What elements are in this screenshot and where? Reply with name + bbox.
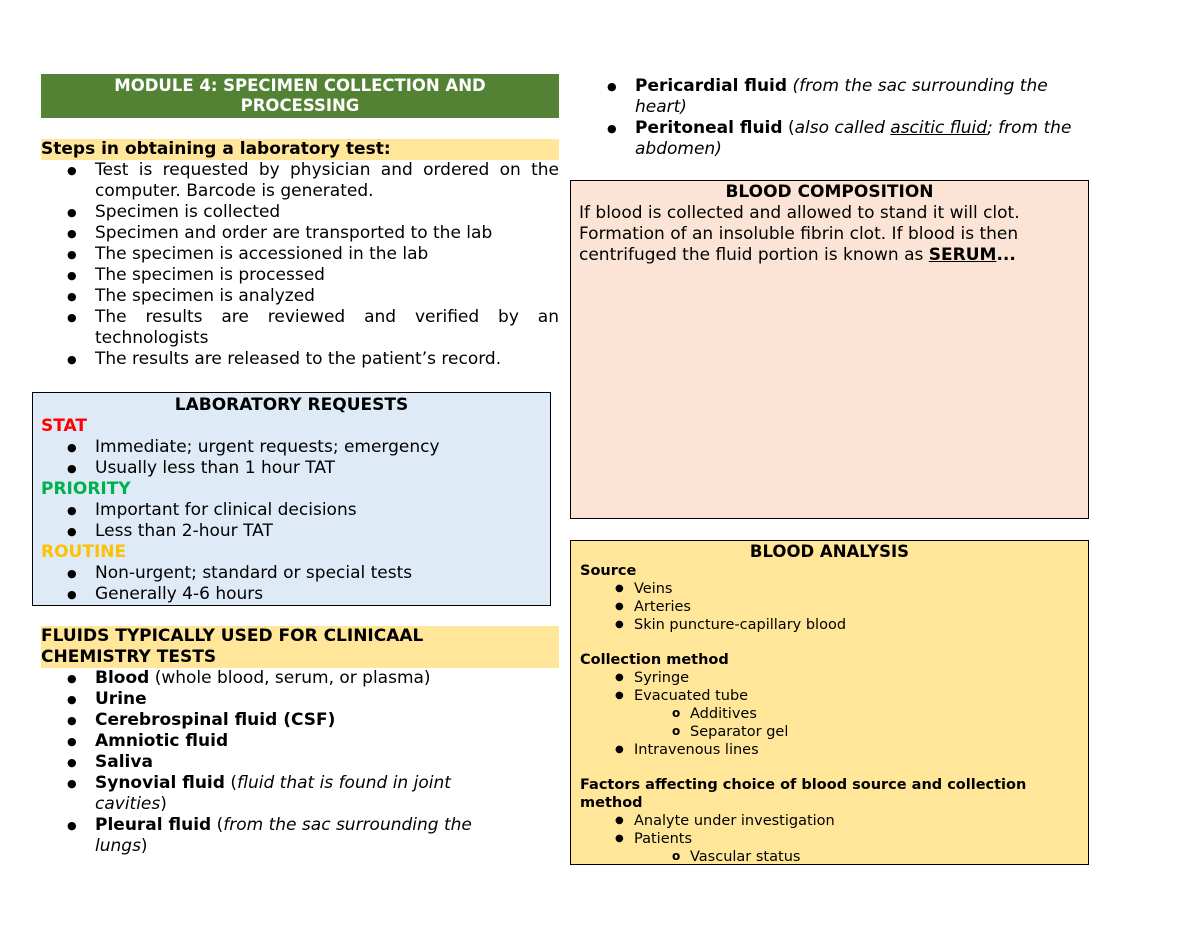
serum-term: SERUM xyxy=(928,245,997,265)
ellipsis: ... xyxy=(996,245,1016,265)
fluids-continued xyxy=(581,76,1081,160)
stat-list xyxy=(41,437,542,479)
fluid-note: (whole blood, serum, or plasma) xyxy=(149,668,431,688)
module-title xyxy=(41,74,559,118)
list-item: ● Usually less than 1 hour TAT xyxy=(41,458,542,479)
fluid-description: (from the sac surrounding the heart) xyxy=(635,76,1048,117)
fluid-description: from the sac surrounding the lungs xyxy=(95,815,472,856)
source-list xyxy=(580,580,1079,634)
list-item xyxy=(581,76,1081,118)
collection-list-2 xyxy=(580,741,1079,759)
list-item: ● The specimen is processed xyxy=(41,265,559,286)
fluid-paren-close: ) xyxy=(160,794,167,814)
blood-composition-box xyxy=(570,180,1089,519)
list-item xyxy=(581,118,1081,160)
fluid-description-b: ; from the abdomen) xyxy=(635,118,1072,159)
stat-label: STAT xyxy=(41,416,87,436)
list-item: ● Intravenous lines xyxy=(580,741,1079,759)
list-item: ● Non-urgent; standard or special tests xyxy=(41,563,542,584)
fluid-name: Synovial fluid xyxy=(95,773,225,793)
blood-composition-title: BLOOD COMPOSITION xyxy=(725,182,934,202)
factors-sublist xyxy=(580,848,1079,866)
fluid-name: Urine xyxy=(95,689,147,709)
priority-list xyxy=(41,500,542,542)
fluid-name: Pericardial fluid xyxy=(635,76,788,96)
list-item: o Vascular status xyxy=(580,848,1079,866)
list-item: ● Analyte under investigation xyxy=(580,812,1079,830)
fluid-paren-open: ( xyxy=(782,118,795,138)
fluid-paren-open: ( xyxy=(211,815,224,835)
collection-list xyxy=(580,669,1079,705)
fluids-heading-line2: CHEMISTRY TESTS xyxy=(41,647,217,667)
list-item: o Additives xyxy=(580,705,1079,723)
list-item: ● Immediate; urgent requests; emergency xyxy=(41,437,542,458)
list-item: ● The results are released to the patient’s record. xyxy=(41,349,559,370)
fluid-name: Cerebrospinal fluid (CSF) xyxy=(95,710,336,730)
list-item: ● Syringe xyxy=(580,669,1079,687)
list-item xyxy=(41,815,511,857)
list-item: ● Generally 4-6 hours xyxy=(41,584,542,605)
module-title-line2: PROCESSING xyxy=(240,96,360,115)
steps-section xyxy=(41,139,559,370)
lab-requests-title: LABORATORY REQUESTS xyxy=(174,395,409,415)
fluids-continued-list xyxy=(581,76,1081,160)
collection-label: Collection method xyxy=(580,652,729,668)
list-item xyxy=(41,668,511,689)
list-item: ● Test is requested by physician and ordered on the computer. Barcode is generated. xyxy=(41,160,559,202)
list-item: ● Specimen and order are transported to the lab xyxy=(41,223,559,244)
list-item: ● Evacuated tube xyxy=(580,687,1079,705)
list-item: ● Less than 2-hour TAT xyxy=(41,521,542,542)
list-item xyxy=(41,773,511,815)
fluids-list xyxy=(41,668,511,857)
fluid-paren-close: ) xyxy=(140,836,148,856)
laboratory-requests-box xyxy=(32,392,551,606)
source-label: Source xyxy=(580,563,637,579)
list-item: ● Veins xyxy=(580,580,1079,598)
list-item: ● Specimen is collected xyxy=(41,202,559,223)
fluid-paren-open: ( xyxy=(224,773,237,793)
factors-list xyxy=(580,812,1079,848)
blood-analysis-title: BLOOD ANALYSIS xyxy=(749,542,910,561)
steps-heading: Steps in obtaining a laboratory test: xyxy=(41,139,559,160)
fluid-description-a: also called xyxy=(794,118,891,138)
composition-body: If blood is collected and allowed to stand it will clot. Formation of an insoluble fibrin clot. If blood is then centrifuged the fluid portion is known as xyxy=(579,203,1020,265)
list-item: ● Arteries xyxy=(580,598,1079,616)
fluid-name: Peritoneal fluid xyxy=(635,118,783,138)
fluid-name: Saliva xyxy=(95,752,153,772)
list-item xyxy=(41,752,511,773)
fluid-name: Amniotic fluid xyxy=(95,731,229,751)
list-item xyxy=(41,689,511,710)
fluids-section xyxy=(41,626,559,857)
list-item: ● The specimen is analyzed xyxy=(41,286,559,307)
collection-sublist xyxy=(580,705,1079,741)
list-item: o Separator gel xyxy=(580,723,1079,741)
module-title-line1: MODULE 4: SPECIMEN COLLECTION AND xyxy=(114,76,486,95)
list-item: ● The results are reviewed and verified by an technologists xyxy=(41,307,559,349)
fluid-name: Pleural fluid xyxy=(95,815,212,835)
fluids-heading-line1: FLUIDS TYPICALLY USED FOR CLINICAAL xyxy=(41,626,424,646)
list-item xyxy=(41,710,511,731)
list-item xyxy=(41,731,511,752)
fluids-heading xyxy=(41,626,559,668)
priority-label: PRIORITY xyxy=(41,479,131,499)
list-item: ● Skin puncture-capillary blood xyxy=(580,616,1079,634)
factors-label: Factors affecting choice of blood source and collection method xyxy=(580,777,1027,811)
steps-list xyxy=(41,160,559,370)
routine-label: ROUTINE xyxy=(41,542,127,562)
list-item: ● Patients xyxy=(580,830,1079,848)
list-item: ● The specimen is accessioned in the lab xyxy=(41,244,559,265)
fluid-name: Blood xyxy=(95,668,150,688)
fluid-description: fluid that is found in joint cavities xyxy=(95,773,451,814)
blood-composition-text xyxy=(579,203,1080,266)
fluid-alias: ascitic fluid xyxy=(890,118,988,138)
list-item: ● Important for clinical decisions xyxy=(41,500,542,521)
blood-analysis-box xyxy=(570,540,1089,865)
routine-list xyxy=(41,563,542,605)
